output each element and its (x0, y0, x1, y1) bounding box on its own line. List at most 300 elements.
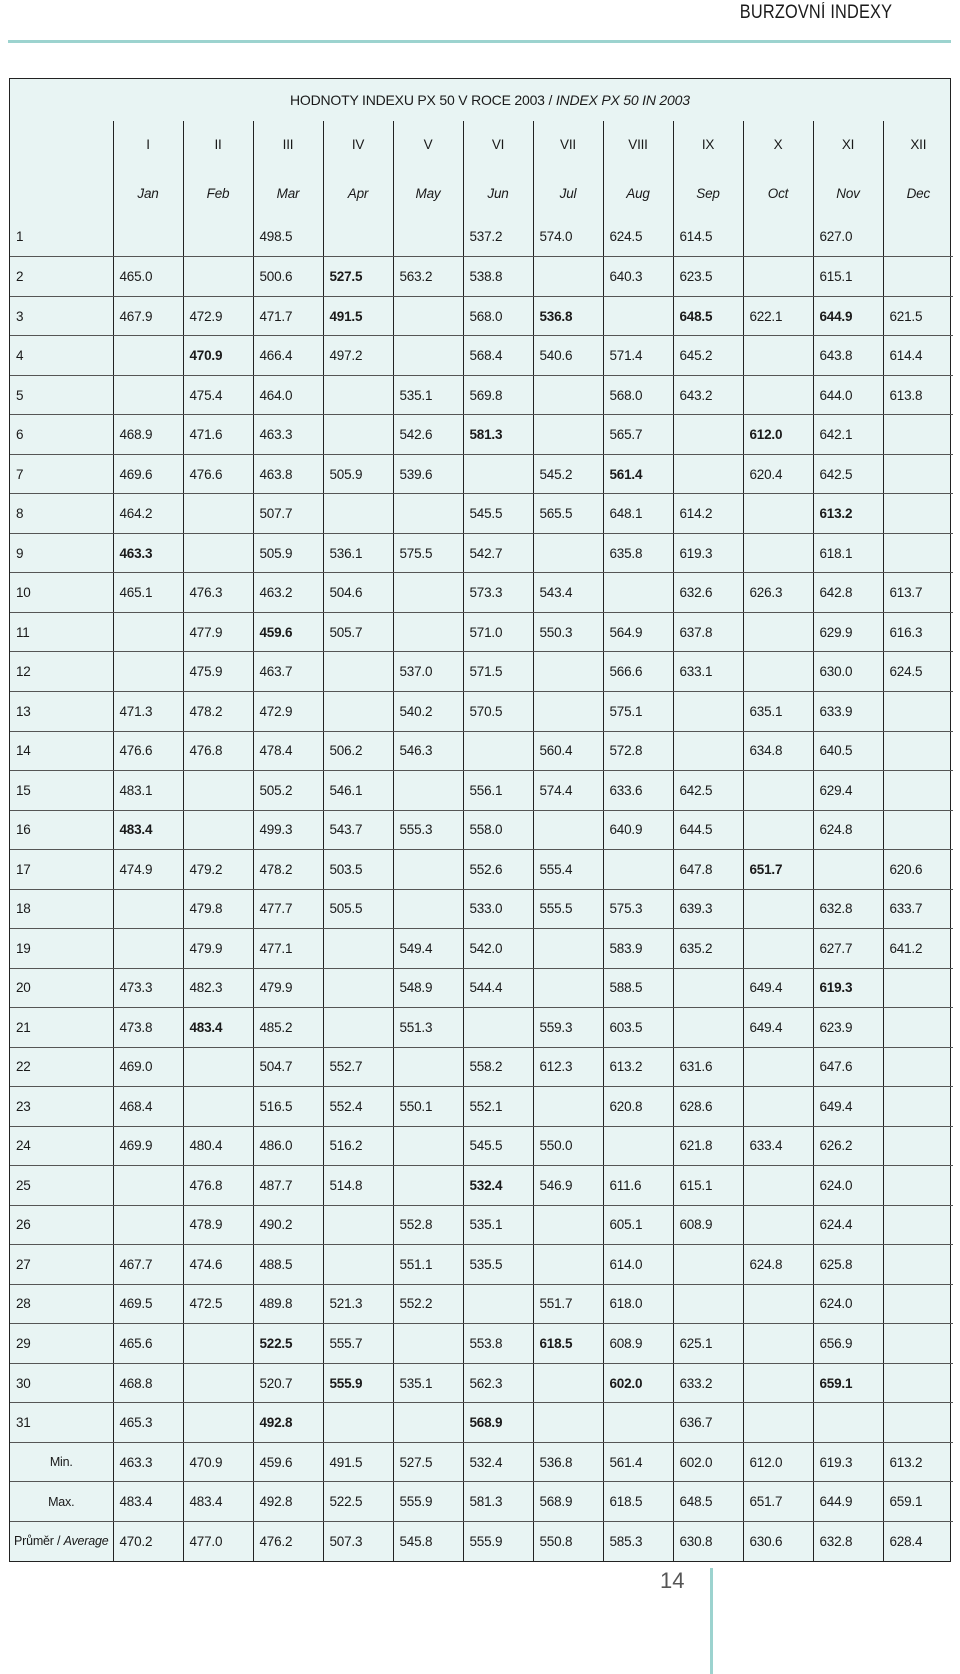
table-row (10, 533, 953, 573)
value-cell: 631.6 (673, 1047, 743, 1087)
value-cell: 540.2 (393, 691, 463, 731)
value-cell: 613.7 (883, 573, 953, 613)
value-cell (533, 691, 603, 731)
value-cell: 477.7 (253, 889, 323, 929)
summary-value-cell: 470.2 (113, 1521, 183, 1561)
value-cell: 656.9 (813, 1324, 883, 1364)
summary-value-cell: 585.3 (603, 1521, 673, 1561)
value-cell: 647.6 (813, 1047, 883, 1087)
value-cell: 573.3 (463, 573, 533, 613)
table-row (10, 731, 953, 771)
value-cell: 476.8 (183, 1166, 253, 1206)
value-cell: 465.3 (113, 1403, 183, 1443)
summary-value-cell: 470.9 (183, 1442, 253, 1482)
value-cell: 498.5 (253, 217, 323, 257)
value-cell: 561.4 (603, 454, 673, 494)
value-cell: 479.9 (183, 929, 253, 969)
value-cell (323, 415, 393, 455)
value-cell: 628.6 (673, 1087, 743, 1127)
value-cell: 472.9 (253, 691, 323, 731)
value-cell: 507.7 (253, 494, 323, 534)
summary-value-cell: 483.4 (183, 1482, 253, 1522)
px50-table-container (9, 78, 951, 1562)
day-label-cell: 4 (10, 336, 113, 376)
value-cell: 575.5 (393, 533, 463, 573)
month-header-cell: Jan (113, 169, 183, 217)
value-cell: 645.2 (673, 336, 743, 376)
value-cell: 635.1 (743, 691, 813, 731)
value-cell: 478.4 (253, 731, 323, 771)
value-cell: 551.3 (393, 1008, 463, 1048)
value-cell (533, 968, 603, 1008)
value-cell: 571.5 (463, 652, 533, 692)
value-cell: 482.3 (183, 968, 253, 1008)
roman-header-cell: VIII (603, 121, 673, 169)
value-cell: 469.5 (113, 1284, 183, 1324)
roman-header-cell: I (113, 121, 183, 169)
value-cell (323, 652, 393, 692)
value-cell: 559.3 (533, 1008, 603, 1048)
value-cell: 551.7 (533, 1284, 603, 1324)
value-cell: 651.7 (743, 850, 813, 890)
day-label-cell: 28 (10, 1284, 113, 1324)
value-cell (533, 1205, 603, 1245)
value-cell: 563.2 (393, 257, 463, 297)
table-row (10, 1324, 953, 1364)
value-cell: 514.8 (323, 1166, 393, 1206)
day-label-cell: 15 (10, 771, 113, 811)
value-cell: 583.9 (603, 929, 673, 969)
value-cell: 474.9 (113, 850, 183, 890)
value-cell: 463.2 (253, 573, 323, 613)
value-cell (883, 217, 953, 257)
value-cell (603, 1403, 673, 1443)
day-label-cell: 27 (10, 1245, 113, 1285)
value-cell (883, 731, 953, 771)
value-cell (883, 771, 953, 811)
day-label-cell: 20 (10, 968, 113, 1008)
day-label-cell: 9 (10, 533, 113, 573)
value-cell: 539.6 (393, 454, 463, 494)
value-cell (603, 1126, 673, 1166)
footer-rule (710, 1568, 713, 1674)
value-cell (393, 771, 463, 811)
table-row (10, 1205, 953, 1245)
value-cell: 550.3 (533, 612, 603, 652)
value-cell (743, 1047, 813, 1087)
day-label-cell: 6 (10, 415, 113, 455)
value-cell (743, 929, 813, 969)
value-cell: 486.0 (253, 1126, 323, 1166)
value-cell (883, 810, 953, 850)
table-row (10, 454, 953, 494)
roman-header-cell: VI (463, 121, 533, 169)
value-cell (883, 1284, 953, 1324)
table-row (10, 573, 953, 613)
summary-value-cell: 532.4 (463, 1442, 533, 1482)
value-cell: 621.8 (673, 1126, 743, 1166)
day-label-cell: 1 (10, 217, 113, 257)
summary-value-cell: 459.6 (253, 1442, 323, 1482)
day-label-cell: 12 (10, 652, 113, 692)
value-cell: 504.7 (253, 1047, 323, 1087)
table-row (10, 850, 953, 890)
value-cell (393, 1047, 463, 1087)
value-cell (183, 1363, 253, 1403)
value-cell (183, 771, 253, 811)
value-cell: 620.8 (603, 1087, 673, 1127)
value-cell (463, 1284, 533, 1324)
value-cell: 546.3 (393, 731, 463, 771)
table-title-cz: HODNOTY INDEXU PX 50 V ROCE 2003 / (290, 91, 556, 108)
value-cell (183, 810, 253, 850)
value-cell: 500.6 (253, 257, 323, 297)
table-row (10, 1047, 953, 1087)
value-cell: 463.8 (253, 454, 323, 494)
value-cell (883, 1166, 953, 1206)
value-cell (883, 1087, 953, 1127)
day-label-cell: 18 (10, 889, 113, 929)
value-cell: 574.0 (533, 217, 603, 257)
value-cell (113, 652, 183, 692)
value-cell: 505.9 (323, 454, 393, 494)
value-cell: 555.3 (393, 810, 463, 850)
summary-value-cell: 630.6 (743, 1521, 813, 1561)
value-cell: 560.4 (533, 731, 603, 771)
value-cell (743, 1087, 813, 1127)
value-cell: 619.3 (673, 533, 743, 573)
table-row (10, 1166, 953, 1206)
value-cell: 649.4 (743, 968, 813, 1008)
value-cell (883, 454, 953, 494)
value-cell: 633.6 (603, 771, 673, 811)
day-label-cell: 31 (10, 1403, 113, 1443)
value-cell: 624.8 (743, 1245, 813, 1285)
summary-label-cell: Max. (10, 1482, 113, 1522)
value-cell: 575.1 (603, 691, 673, 731)
month-header-cell: May (393, 169, 463, 217)
value-cell (323, 1245, 393, 1285)
value-cell: 535.5 (463, 1245, 533, 1285)
value-cell: 624.0 (813, 1284, 883, 1324)
value-cell: 621.5 (883, 296, 953, 336)
header-rule (8, 40, 951, 43)
value-cell (603, 573, 673, 613)
value-cell: 620.4 (743, 454, 813, 494)
value-cell: 639.3 (673, 889, 743, 929)
value-cell: 540.6 (533, 336, 603, 376)
summary-value-cell: 632.8 (813, 1521, 883, 1561)
month-header-cell: Mar (253, 169, 323, 217)
table-row (10, 1008, 953, 1048)
value-cell (183, 533, 253, 573)
summary-value-cell: 477.0 (183, 1521, 253, 1561)
value-cell: 550.1 (393, 1087, 463, 1127)
value-cell: 505.9 (253, 533, 323, 573)
table-row (10, 257, 953, 297)
table-row (10, 929, 953, 969)
table-row (10, 612, 953, 652)
value-cell: 568.0 (463, 296, 533, 336)
value-cell: 473.8 (113, 1008, 183, 1048)
value-cell: 618.1 (813, 533, 883, 573)
day-label-cell: 8 (10, 494, 113, 534)
value-cell: 623.9 (813, 1008, 883, 1048)
value-cell (533, 257, 603, 297)
value-cell: 571.0 (463, 612, 533, 652)
value-cell: 537.0 (393, 652, 463, 692)
value-cell: 633.9 (813, 691, 883, 731)
summary-value-cell: 619.3 (813, 1442, 883, 1482)
value-cell: 640.9 (603, 810, 673, 850)
value-cell: 467.9 (113, 296, 183, 336)
value-cell (743, 612, 813, 652)
value-cell: 477.1 (253, 929, 323, 969)
value-cell: 527.5 (323, 257, 393, 297)
summary-value-cell: 483.4 (113, 1482, 183, 1522)
value-cell (393, 612, 463, 652)
value-cell: 642.5 (813, 454, 883, 494)
value-cell: 626.2 (813, 1126, 883, 1166)
value-cell: 474.6 (183, 1245, 253, 1285)
roman-header-cell: XII (910, 137, 927, 153)
value-cell: 620.6 (883, 850, 953, 890)
value-cell (883, 415, 953, 455)
roman-header-cell: IX (673, 121, 743, 169)
value-cell: 488.5 (253, 1245, 323, 1285)
value-cell: 506.2 (323, 731, 393, 771)
value-cell: 637.8 (673, 612, 743, 652)
value-cell (393, 1403, 463, 1443)
value-cell: 612.3 (533, 1047, 603, 1087)
value-cell: 624.5 (603, 217, 673, 257)
summary-value-cell: 555.9 (463, 1521, 533, 1561)
value-cell: 602.0 (603, 1363, 673, 1403)
value-cell (673, 454, 743, 494)
value-cell (113, 375, 183, 415)
value-cell: 572.8 (603, 731, 673, 771)
value-cell (113, 217, 183, 257)
value-cell: 490.2 (253, 1205, 323, 1245)
summary-value-cell: 651.7 (743, 1482, 813, 1522)
value-cell (673, 415, 743, 455)
summary-row (10, 1521, 953, 1561)
value-cell: 633.2 (673, 1363, 743, 1403)
value-cell (183, 257, 253, 297)
value-cell: 564.9 (603, 612, 673, 652)
month-header-cell: Oct (743, 169, 813, 217)
value-cell (323, 375, 393, 415)
month-header-cell: Jul (533, 169, 603, 217)
value-cell: 636.7 (673, 1403, 743, 1443)
value-cell: 627.7 (813, 929, 883, 969)
summary-value-cell: 644.9 (813, 1482, 883, 1522)
value-cell: 459.6 (253, 612, 323, 652)
value-cell: 470.9 (183, 336, 253, 376)
roman-header-cell: V (393, 121, 463, 169)
value-cell: 465.0 (113, 257, 183, 297)
value-cell: 568.9 (463, 1403, 533, 1443)
value-cell: 581.3 (463, 415, 533, 455)
value-cell: 465.6 (113, 1324, 183, 1364)
value-cell (463, 454, 533, 494)
value-cell: 552.1 (463, 1087, 533, 1127)
value-cell: 535.1 (393, 1363, 463, 1403)
month-header-cell: Dec (906, 185, 931, 201)
value-cell (113, 612, 183, 652)
value-cell: 659.1 (813, 1363, 883, 1403)
value-cell (883, 1403, 953, 1443)
value-cell (113, 1205, 183, 1245)
value-cell: 542.6 (393, 415, 463, 455)
value-cell: 542.7 (463, 533, 533, 573)
value-cell: 471.3 (113, 691, 183, 731)
value-cell (883, 968, 953, 1008)
value-cell: 613.8 (883, 375, 953, 415)
px50-table-body (10, 79, 953, 1561)
table-row (10, 494, 953, 534)
value-cell: 483.4 (183, 1008, 253, 1048)
table-row (10, 1087, 953, 1127)
value-cell: 640.5 (813, 731, 883, 771)
value-cell (113, 1166, 183, 1206)
value-cell (743, 771, 813, 811)
value-cell: 625.8 (813, 1245, 883, 1285)
day-label-cell: 25 (10, 1166, 113, 1206)
value-cell: 543.7 (323, 810, 393, 850)
value-cell: 472.5 (183, 1284, 253, 1324)
value-cell: 469.6 (113, 454, 183, 494)
day-label-cell: 14 (10, 731, 113, 771)
day-label-cell: 30 (10, 1363, 113, 1403)
day-label-cell: 3 (10, 296, 113, 336)
value-cell: 632.6 (673, 573, 743, 613)
month-header-row (10, 169, 953, 217)
summary-value-cell: 545.8 (393, 1521, 463, 1561)
value-cell: 479.2 (183, 850, 253, 890)
summary-value-cell: 628.4 (889, 1533, 923, 1549)
value-cell: 476.8 (183, 731, 253, 771)
value-cell (393, 1324, 463, 1364)
value-cell (883, 1324, 953, 1364)
value-cell: 566.6 (603, 652, 673, 692)
value-cell: 552.8 (393, 1205, 463, 1245)
day-label-cell: 21 (10, 1008, 113, 1048)
value-cell (743, 889, 813, 929)
value-cell: 477.9 (183, 612, 253, 652)
value-cell: 536.8 (533, 296, 603, 336)
value-cell: 545.5 (463, 1126, 533, 1166)
table-row (10, 415, 953, 455)
value-cell (183, 1324, 253, 1364)
value-cell: 649.4 (813, 1087, 883, 1127)
value-cell (743, 1403, 813, 1443)
value-cell: 475.9 (183, 652, 253, 692)
summary-value-cell: 613.2 (883, 1442, 953, 1482)
month-header-cell: Nov (813, 169, 883, 217)
value-cell: 629.4 (813, 771, 883, 811)
summary-value-cell: 463.3 (113, 1442, 183, 1482)
day-label-cell: 10 (10, 573, 113, 613)
value-cell (883, 257, 953, 297)
value-cell (393, 889, 463, 929)
value-cell: 473.3 (113, 968, 183, 1008)
value-cell: 479.8 (183, 889, 253, 929)
table-row (10, 296, 953, 336)
value-cell: 624.0 (813, 1166, 883, 1206)
value-cell: 624.5 (883, 652, 953, 692)
value-cell: 545.5 (463, 494, 533, 534)
value-cell: 618.0 (603, 1284, 673, 1324)
table-title-en: INDEX PX 50 IN 2003 (555, 91, 690, 108)
value-cell (743, 494, 813, 534)
day-label-cell: 19 (10, 929, 113, 969)
value-cell: 546.1 (323, 771, 393, 811)
value-cell: 644.5 (673, 810, 743, 850)
summary-value-cell: 555.9 (393, 1482, 463, 1522)
value-cell (533, 533, 603, 573)
summary-value-cell: 492.8 (253, 1482, 323, 1522)
value-cell: 615.1 (813, 257, 883, 297)
table-row (10, 652, 953, 692)
value-cell: 478.9 (183, 1205, 253, 1245)
summary-row (10, 1442, 953, 1482)
value-cell: 613.2 (813, 494, 883, 534)
value-cell: 555.5 (533, 889, 603, 929)
table-row (10, 968, 953, 1008)
value-cell: 619.3 (813, 968, 883, 1008)
summary-value-cell: 581.3 (463, 1482, 533, 1522)
value-cell: 588.5 (603, 968, 673, 1008)
value-cell: 465.1 (113, 573, 183, 613)
value-cell: 469.0 (113, 1047, 183, 1087)
value-cell: 552.7 (323, 1047, 393, 1087)
value-cell: 468.9 (113, 415, 183, 455)
value-cell: 634.8 (743, 731, 813, 771)
value-cell: 480.4 (183, 1126, 253, 1166)
value-cell (393, 296, 463, 336)
value-cell: 472.9 (183, 296, 253, 336)
month-header-cell: Apr (323, 169, 393, 217)
value-cell: 562.3 (463, 1363, 533, 1403)
day-label-cell: 5 (10, 375, 113, 415)
value-cell: 467.7 (113, 1245, 183, 1285)
value-cell: 487.7 (253, 1166, 323, 1206)
value-cell: 565.7 (603, 415, 673, 455)
value-cell: 535.1 (393, 375, 463, 415)
table-row (10, 691, 953, 731)
value-cell (183, 1087, 253, 1127)
value-cell (533, 415, 603, 455)
day-label-cell: 2 (10, 257, 113, 297)
table-title-row (10, 79, 953, 121)
value-cell: 532.4 (463, 1166, 533, 1206)
value-cell: 505.5 (323, 889, 393, 929)
roman-header-row (10, 121, 953, 169)
value-cell: 476.6 (113, 731, 183, 771)
value-cell: 647.8 (673, 850, 743, 890)
value-cell (883, 1047, 953, 1087)
value-cell: 565.5 (533, 494, 603, 534)
table-row (10, 1245, 953, 1285)
value-cell (393, 494, 463, 534)
value-cell (393, 1166, 463, 1206)
value-cell: 649.4 (743, 1008, 813, 1048)
summary-value-cell: 602.0 (673, 1442, 743, 1482)
summary-label-cell (10, 1521, 113, 1561)
value-cell: 464.0 (253, 375, 323, 415)
value-cell (393, 217, 463, 257)
